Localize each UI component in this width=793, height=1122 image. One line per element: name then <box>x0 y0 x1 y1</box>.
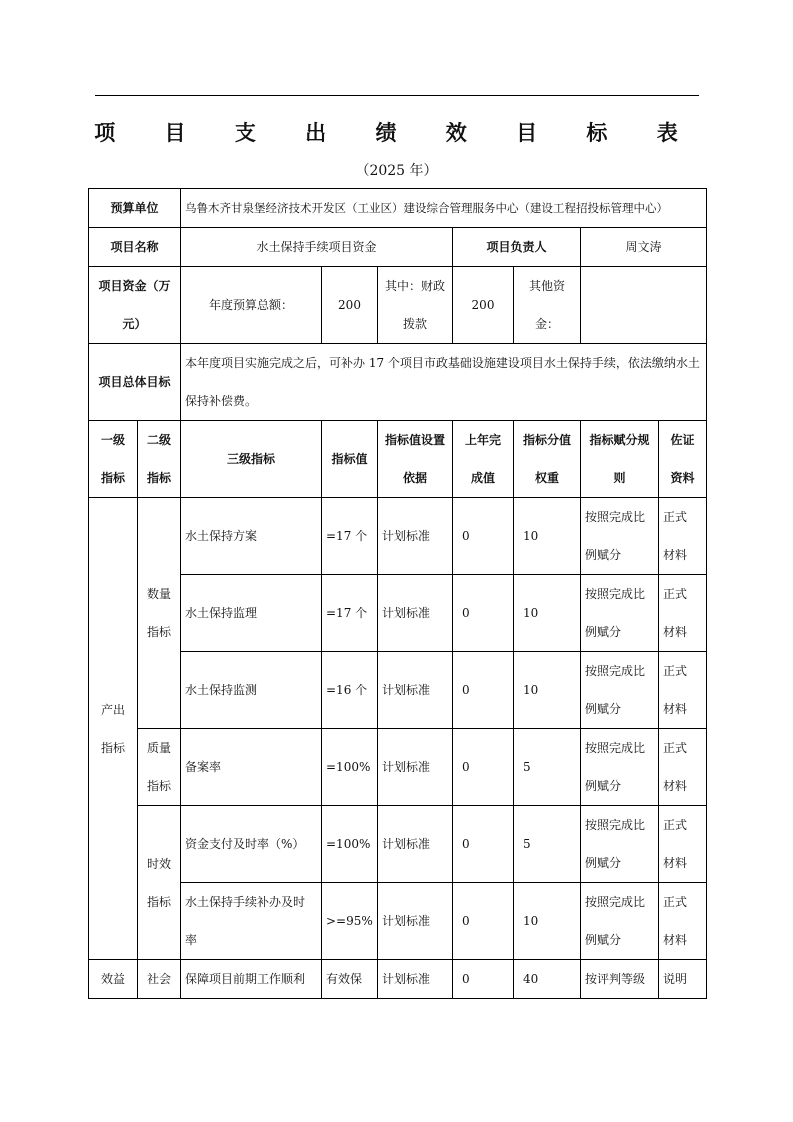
header-weight <box>514 421 581 498</box>
row-rule <box>581 652 659 729</box>
row-value: 有效保 <box>322 960 378 999</box>
header-weight-b: 权重 <box>534 471 559 485</box>
goal-label: 项目总体目标 <box>89 344 181 421</box>
row-rule-a: 按照完成比 <box>585 510 646 524</box>
other-label-line2: 金： <box>534 317 559 331</box>
group-quality-a: 质量 <box>146 741 171 755</box>
row-rule-a: 按照完成比 <box>585 587 646 601</box>
funds-label <box>89 267 181 344</box>
header-basis-b: 依据 <box>402 471 427 485</box>
row-value: =100% <box>322 729 378 806</box>
goal-text: 本年度项目实施完成之后，可补办 17 个项目市政基础设施建设项目水土保持手续，依法缴纳水土保持补偿费。 <box>181 344 707 421</box>
group-output-a: 产出 <box>100 702 125 717</box>
row-evidence-a: 正式 <box>663 818 688 832</box>
row-rule-a: 按照完成比 <box>585 895 646 909</box>
row-name-a: 水土保持手续补办及时 <box>185 895 306 909</box>
group-time-b: 指标 <box>146 894 171 909</box>
row-weight: 5 <box>514 729 581 806</box>
row-rule-b: 例赋分 <box>585 856 622 870</box>
unit-value: 乌鲁木齐甘泉堡经济技术开发区（工业区）建设综合管理服务中心（建设工程招投标管理中心） <box>181 189 707 228</box>
group-benefit: 效益 <box>89 960 138 999</box>
row-rule <box>581 575 659 652</box>
row-rule-b: 例赋分 <box>585 702 622 716</box>
group-quantity-a: 数量 <box>146 587 171 601</box>
fiscal-value: 200 <box>453 267 514 344</box>
row-weight: 5 <box>514 806 581 883</box>
row-prev: 0 <box>453 575 514 652</box>
row-basis: 计划标准 <box>378 960 453 999</box>
header-basis-a: 指标值设置 <box>384 433 445 447</box>
row-rule <box>581 498 659 575</box>
header-prev <box>453 421 514 498</box>
group-output <box>89 498 138 960</box>
row-rule-b: 例赋分 <box>585 548 622 562</box>
row-value: =17 个 <box>322 575 378 652</box>
row-name: 水土保持监理 <box>181 575 322 652</box>
header-basis <box>378 421 453 498</box>
row-prev: 0 <box>453 652 514 729</box>
row-rule: 按评判等级 <box>581 960 659 999</box>
header-l2-a: 二级 <box>146 433 171 447</box>
table-row <box>89 575 707 652</box>
row-value: =17 个 <box>322 498 378 575</box>
table-row <box>89 806 707 883</box>
row-evidence <box>659 575 707 652</box>
row-basis: 计划标准 <box>378 806 453 883</box>
row-evidence-b: 材料 <box>663 702 688 716</box>
row-project <box>89 228 707 267</box>
row-rule <box>581 883 659 960</box>
row-rule <box>581 806 659 883</box>
row-evidence-a: 正式 <box>663 895 688 909</box>
row-basis: 计划标准 <box>378 575 453 652</box>
header-prev-a: 上年完 <box>464 433 501 447</box>
row-rule-b: 例赋分 <box>585 625 622 639</box>
row-basis: 计划标准 <box>378 883 453 960</box>
group-quality <box>138 729 181 806</box>
header-l1-b: 指标 <box>100 471 125 485</box>
fiscal-label-line1: 其中：财政 <box>384 279 445 293</box>
row-rule-a: 按照完成比 <box>585 741 646 755</box>
header-l1-a: 一级 <box>100 433 125 447</box>
row-value: =16 个 <box>322 652 378 729</box>
page-year: （2025 年） <box>355 163 438 179</box>
table-row <box>89 883 707 960</box>
row-basis: 计划标准 <box>378 729 453 806</box>
row-rule-b: 例赋分 <box>585 779 622 793</box>
header-evidence-a: 佐证 <box>670 433 695 447</box>
row-rule <box>581 729 659 806</box>
row-evidence <box>659 806 707 883</box>
row-basis: 计划标准 <box>378 498 453 575</box>
project-label: 项目名称 <box>89 228 181 267</box>
row-prev: 0 <box>453 883 514 960</box>
row-rule-a: 按照完成比 <box>585 818 646 832</box>
row-unit <box>89 189 707 228</box>
header-rule-a: 指标赋分规 <box>589 433 650 447</box>
header-l2-b: 指标 <box>146 471 171 485</box>
row-rule-a: 按照完成比 <box>585 664 646 678</box>
project-value: 水土保持手续项目资金 <box>181 228 453 267</box>
row-evidence-a: 正式 <box>663 741 688 755</box>
table-row <box>89 652 707 729</box>
group-quality-b: 指标 <box>146 779 171 793</box>
group-quantity <box>138 498 181 729</box>
unit-label: 预算单位 <box>89 189 181 228</box>
performance-table <box>88 188 707 999</box>
group-social: 社会 <box>138 960 181 999</box>
group-quantity-b: 指标 <box>146 625 171 639</box>
row-evidence-b: 材料 <box>663 548 688 562</box>
header-weight-a: 指标分值 <box>522 433 571 447</box>
fiscal-label-line2: 拨款 <box>402 317 427 331</box>
row-prev: 0 <box>453 960 514 999</box>
row-name: 水土保持方案 <box>181 498 322 575</box>
funds-label-line2: 元） <box>122 317 147 331</box>
group-time <box>138 806 181 960</box>
row-basis: 计划标准 <box>378 652 453 729</box>
row-headers <box>89 421 707 498</box>
row-prev: 0 <box>453 498 514 575</box>
row-evidence-b: 材料 <box>663 779 688 793</box>
annual-label: 年度预算总额： <box>181 267 322 344</box>
row-evidence-a: 正式 <box>663 510 688 524</box>
row-weight: 40 <box>514 960 581 999</box>
row-evidence-b: 材料 <box>663 933 688 947</box>
page-title: 项 目 支 出 绩 效 目 标 表 <box>94 121 699 145</box>
header-rule <box>95 95 699 96</box>
row-evidence-b: 材料 <box>663 856 688 870</box>
row-prev: 0 <box>453 806 514 883</box>
row-name: 资金支付及时率（%） <box>181 806 322 883</box>
group-time-a: 时效 <box>146 856 171 871</box>
header-l3: 三级指标 <box>181 421 322 498</box>
group-output-b: 指标 <box>100 740 125 755</box>
fiscal-label <box>378 267 453 344</box>
header-l2 <box>138 421 181 498</box>
row-name-b: 率 <box>185 933 198 947</box>
header-rule <box>581 421 659 498</box>
row-weight: 10 <box>514 652 581 729</box>
row-weight: 10 <box>514 575 581 652</box>
row-weight: 10 <box>514 498 581 575</box>
header-evidence <box>659 421 707 498</box>
row-goal <box>89 344 707 421</box>
row-name <box>181 883 322 960</box>
row-name: 保障项目前期工作顺利 <box>181 960 322 999</box>
other-label-line1: 其他资 <box>528 279 565 293</box>
row-evidence-b: 材料 <box>663 625 688 639</box>
row-funds <box>89 267 707 344</box>
header-evidence-b: 资料 <box>670 471 695 485</box>
table-row <box>89 729 707 806</box>
row-prev: 0 <box>453 729 514 806</box>
header-value: 指标值 <box>322 421 378 498</box>
row-weight: 10 <box>514 883 581 960</box>
header-prev-b: 成值 <box>470 471 495 485</box>
table-row <box>89 498 707 575</box>
table-row <box>89 960 707 999</box>
row-name: 备案率 <box>181 729 322 806</box>
row-evidence <box>659 883 707 960</box>
row-evidence <box>659 498 707 575</box>
row-evidence <box>659 652 707 729</box>
annual-value: 200 <box>322 267 378 344</box>
row-evidence-a: 正式 <box>663 664 688 678</box>
row-evidence-a: 正式 <box>663 587 688 601</box>
other-label <box>514 267 581 344</box>
row-name: 水土保持监测 <box>181 652 322 729</box>
owner-label: 项目负责人 <box>453 228 581 267</box>
header-rule-b: 则 <box>613 471 626 485</box>
row-evidence <box>659 729 707 806</box>
row-value: =100% <box>322 806 378 883</box>
header-l1 <box>89 421 138 498</box>
row-evidence: 说明 <box>659 960 707 999</box>
other-value <box>581 267 707 344</box>
funds-label-line1: 项目资金（万 <box>98 279 171 293</box>
owner-value: 周文涛 <box>581 228 707 267</box>
row-rule-b: 例赋分 <box>585 933 622 947</box>
row-value: >=95% <box>322 883 378 960</box>
